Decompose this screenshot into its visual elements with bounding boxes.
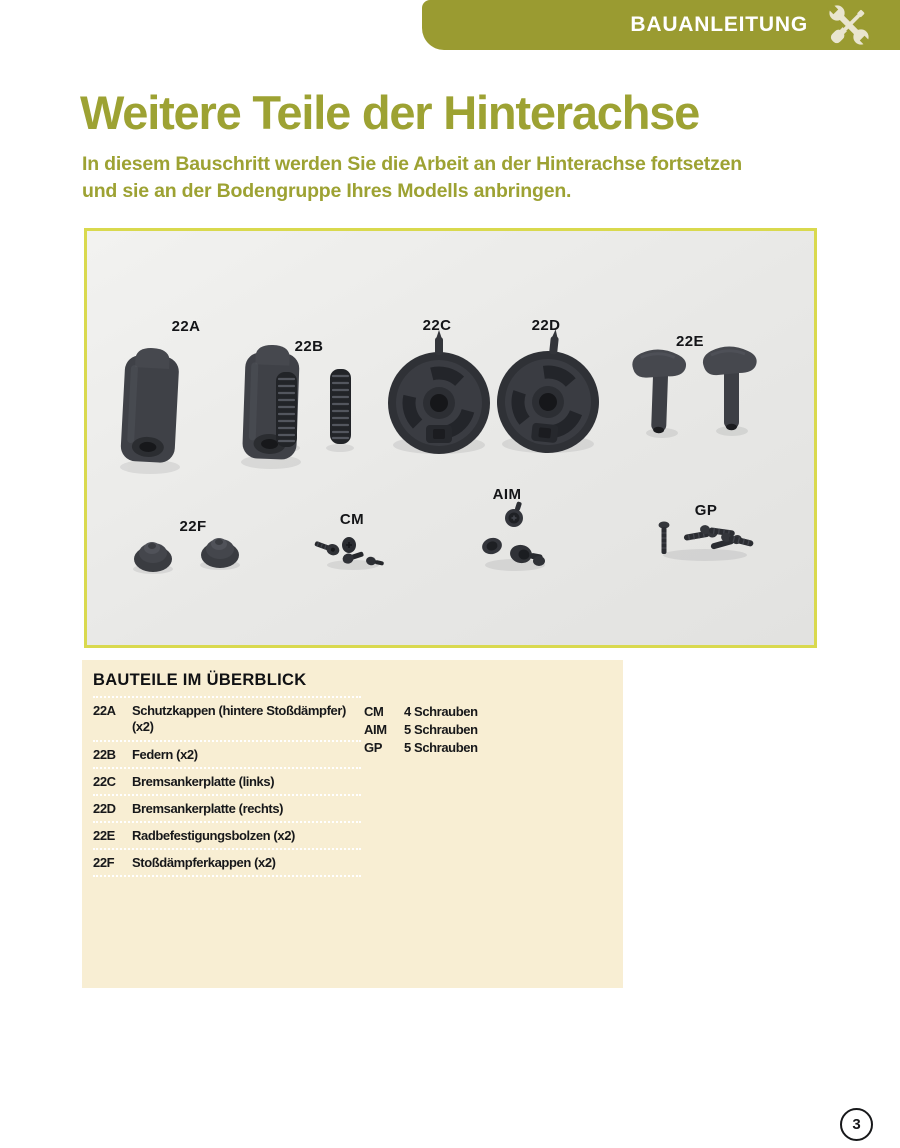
- page-number: 3: [852, 1116, 861, 1133]
- subtitle-line-1: In diesem Bauschritt werden Sie die Arbeit an der Hinterachse fortsetzen: [82, 153, 742, 175]
- part-desc: Schutzkappen (hintere Stoßdämpfer) (x2): [132, 703, 346, 734]
- page-title: Weitere Teile der Hinterachse: [80, 86, 700, 139]
- bauanleitung-banner: [422, 0, 900, 50]
- screws-row-cm: [364, 704, 478, 721]
- part-code: 22C: [93, 773, 116, 789]
- page-number-badge: [840, 1108, 873, 1141]
- screws-row-aim: [364, 722, 478, 739]
- part-desc: Radbefestigungsbolzen (x2): [132, 827, 295, 843]
- parts-photo: [84, 228, 817, 648]
- photo-label-cm: CM: [339, 511, 365, 528]
- parts-list-row-22a: [93, 698, 361, 742]
- part-code: 22E: [93, 827, 115, 843]
- part-code: 22F: [93, 854, 115, 870]
- screw-code: GP: [364, 740, 382, 755]
- parts-list-row-22f: [93, 850, 361, 877]
- banner-title: BAUANLEITUNG: [630, 13, 808, 36]
- photo-label-22d: 22D: [531, 317, 561, 334]
- part-desc: Federn (x2): [132, 746, 198, 762]
- part-aim-screws: [480, 501, 545, 566]
- photo-label-22a: 22A: [171, 318, 201, 335]
- photo-label-22f: 22F: [179, 518, 207, 535]
- tools-icon: [822, 3, 876, 47]
- part-22f-caps: [134, 538, 239, 572]
- screw-count: 5 Schrauben: [404, 740, 478, 755]
- part-desc: Stoßdämpferkappen (x2): [132, 854, 276, 870]
- part-desc: Bremsankerplatte (links): [132, 773, 275, 789]
- screws-list: [364, 704, 478, 758]
- photo-label-22b: 22B: [294, 338, 324, 355]
- part-code: 22A: [93, 703, 116, 718]
- parts-list-row-22d: [93, 796, 361, 823]
- page-subtitle: [82, 151, 862, 205]
- part-code: 22B: [93, 746, 116, 762]
- parts-overview-heading: BAUTEILE IM ÜBERBLICK: [93, 671, 307, 689]
- photo-label-gp: GP: [694, 502, 718, 519]
- parts-list-row-22b: [93, 742, 361, 769]
- part-desc: Bremsankerplatte (rechts): [132, 800, 284, 816]
- part-22c-plate: [388, 330, 490, 454]
- parts-overview-panel: [82, 660, 623, 988]
- screws-row-gp: [364, 740, 478, 757]
- screw-code: CM: [364, 704, 384, 719]
- screw-code: AIM: [364, 722, 387, 737]
- part-22e-bolts: [630, 347, 757, 435]
- subtitle-line-2: und sie an der Bodengruppe Ihres Modells anbringen.: [82, 180, 572, 202]
- parts-photo-illustration: [87, 231, 814, 645]
- screw-count: 5 Schrauben: [404, 722, 478, 737]
- photo-label-22c: 22C: [422, 317, 452, 334]
- part-22a-caps: [120, 344, 300, 463]
- part-cm-screws: [313, 537, 384, 568]
- screw-count: 4 Schrauben: [404, 704, 478, 719]
- part-22b-springs: [276, 369, 351, 447]
- photo-label-aim: AIM: [492, 486, 522, 503]
- photo-label-22e: 22E: [676, 333, 704, 350]
- part-22d-plate: [492, 324, 606, 458]
- parts-list: [93, 696, 361, 877]
- part-code: 22D: [93, 800, 116, 816]
- parts-list-row-22e: [93, 823, 361, 850]
- parts-list-row-22c: [93, 769, 361, 796]
